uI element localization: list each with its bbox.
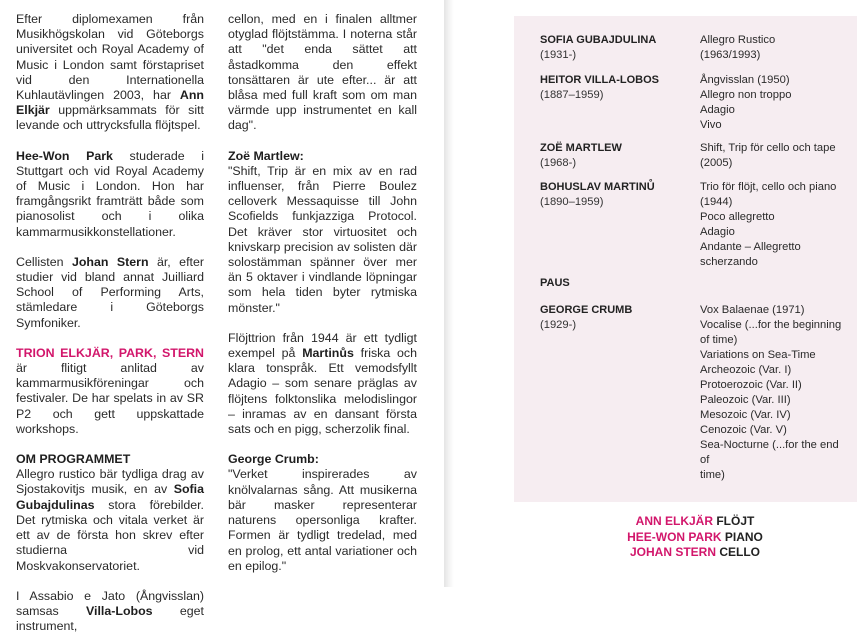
work-line: time) [700,469,725,481]
name-martinu: Martinůs [302,346,354,361]
notes-martinu-text-end: friska och klara tonspråk. Ett vemodsfyllt Adagio – som senare präglas av flöjtens folktonslika melodislingor – inramas av en dansant första sats och en pigg, scherzolik final. [228,346,417,437]
program-composer-3 [540,141,622,171]
work-line: Vox Balaenae (1971) [700,304,805,316]
bio-park-text: studerade i Stuttgart och vid Royal Academy of Music i London. Hon har framgångsrikt framträtt både som pianosolist och i olika kammarmusikkonstellationer. [16,148,204,239]
heading-martlew: Zoë Martlew: [228,148,304,163]
program-composer-6 [540,303,632,333]
work-line: Allegro Rustico [700,34,776,46]
program-works-2 [700,73,850,133]
program-composer-1 [540,33,656,63]
bio-stern-text: Cellisten [16,254,72,269]
notes-villa-lobos-text: I Assabio e Jato (Ångvisslan) samsas [16,588,204,618]
composer-years: (1890–1959) [540,196,604,208]
work-line: Protoerozoic (Var. II) [700,379,802,391]
composer-years: (1929-) [540,319,577,331]
performer-line [610,530,780,546]
work-line: Cenozoic (Var. V) [700,424,787,436]
bio-elkjar [16,12,204,134]
work-line: Poco allegretto [700,211,775,223]
work-line: Ångvisslan (1950) [700,74,790,86]
program-works-4 [700,180,850,270]
work-line: Trio för flöjt, cello och piano [700,181,837,193]
bio-park [16,149,204,240]
bio-trio [16,346,204,437]
composer-years: (1931-) [540,49,577,61]
composer-name: SOFIA GUBAJDULINA [540,34,657,46]
performer-instrument: PIANO [724,529,763,544]
notes-gubajdulina [16,467,204,573]
notes-villa-lobos-cont: cellon, med en i finalen alltmer otyglad flöjtstämma. I noterna står att "det enda sättet att åstadkomma den effekt tonsättaren är ute efter... är att blåsa med full kraft som om man värmde upp instrumentet en kall dag". [228,12,417,133]
work-line: (2005) [700,157,733,169]
program-intermission [540,276,570,291]
program-works-3 [700,141,850,171]
composer-name: HEITOR VILLA-LOBOS [540,74,659,86]
name-johan-stern: Johan Stern [71,254,149,269]
performer-instrument: CELLO [719,545,761,559]
work-line: (1944) [700,196,733,208]
bio-stern-text-end: är, efter studier vid bland annat Juilliard School of Performing Arts, stämledare i Göteborgs Symfoniker. [16,254,204,330]
program-works-6 [700,303,850,483]
composer-name: GEORGE CRUMB [540,304,633,316]
work-line: Sea-Nocturne (...for the end of [700,439,839,466]
bio-elkjar-text-end: uppmärksammats för sitt levande och uttrycksfulla flöjtspel. [16,103,204,133]
notes-gubajdulina-text: Allegro rustico bär tydliga drag av Sjostakovitjs musik, en av [16,467,204,497]
name-sofia-gubajdulina: Sofia Gubajdulinas [16,482,204,512]
work-line: Adagio [700,226,735,238]
bio-trio-text: är flitigt anlitad av kammarmusikföreningar och festivaler. De har spelats in av SR P2 och gett uppskattade workshops. [16,361,204,436]
composer-years: (1968-) [540,157,577,169]
work-line: Andante – Allegretto [700,241,801,253]
program-works-1 [700,33,850,63]
name-hee-won-park: Hee-Won Park [16,148,113,163]
work-line: scherzando [700,256,758,268]
bio-elkjar-text: Efter diplomexamen från Musikhögskolan vid Göteborgs universitet och Royal Academy of Music i London samt förstapriset vid den Internationella Kuhlautävlingen 2003, har [16,12,204,103]
intermission-label: PAUS [540,277,570,289]
heading-crumb: George Crumb: [228,452,319,467]
composer-years: (1887–1959) [540,89,604,101]
notes-martlew: "Shift, Trip är en mix av en rad influenser, från Pierre Boulez celloverk Messaquisse till John Scofields funkjazziga Protocol. Det kräver stor virtuositet och knivskarp precision av solisten där solostämman spänner över mer än 5 oktaver i vindlande löpningar som hela tiden byter rytmiska mönster." [228,163,417,315]
work-line: of time) [700,334,738,346]
program-composer-2 [540,73,659,103]
performer-name: ANN ELKJÄR [635,514,713,528]
work-line: Mesozoic (Var. IV) [700,409,791,421]
performer-instrument: FLÖJT [716,514,755,528]
program-heading: OM PROGRAMMET [16,452,131,467]
work-line: Variations on Sea-Time [700,349,816,361]
bio-stern [16,255,204,331]
notes-martinu [228,331,417,437]
work-line: Paleozoic (Var. III) [700,394,791,406]
performers-credits [610,514,780,561]
notes-villa-lobos-start [16,589,204,634]
performer-name: JOHAN STERN [629,545,716,559]
work-line: (1963/1993) [700,49,761,61]
composer-name: BOHUSLAV MARTINŮ [540,181,655,193]
notes-crumb: "Verket inspirerades av knölvalarnas sång. Att musikerna bär masker representerar naturens opersonliga krafter. Formen är tydligt tredelad, med en prolog, ett antal variationer och en epilog." [228,467,417,573]
text-column-left [16,12,204,634]
work-line: Vivo [700,119,722,131]
page-fold [444,0,454,587]
work-line: Shift, Trip för cello och tape [700,142,836,154]
name-ann-elkjar: Ann Elkjär [16,88,204,118]
performer-line [610,514,780,530]
work-line: Archeozoic (Var. I) [700,364,792,376]
notes-martinu-text: Flöjttrion från 1944 är ett tydligt exempel på [228,330,417,361]
name-villa-lobos: Villa-Lobos [86,603,153,618]
composer-name: ZOË MARTLEW [540,142,622,154]
work-line: Allegro non troppo [700,89,792,101]
performer-line [610,545,780,561]
work-line: Vocalise (...for the beginning [700,319,842,331]
performer-name: HEE-WON PARK [627,529,722,544]
notes-villa-lobos-text-end: eget instrument, [16,603,204,634]
notes-gubajdulina-text-end: stora förebilder. Det rytmiska och vitala verket är ett av de första hon skrev efter studierna vid Moskvakonservatoriet. [16,497,204,573]
work-line: Adagio [700,104,735,116]
trio-name: TRION ELKJÄR, PARK, STERN [16,345,204,360]
program-composer-4 [540,180,655,210]
text-column-middle [228,12,417,574]
